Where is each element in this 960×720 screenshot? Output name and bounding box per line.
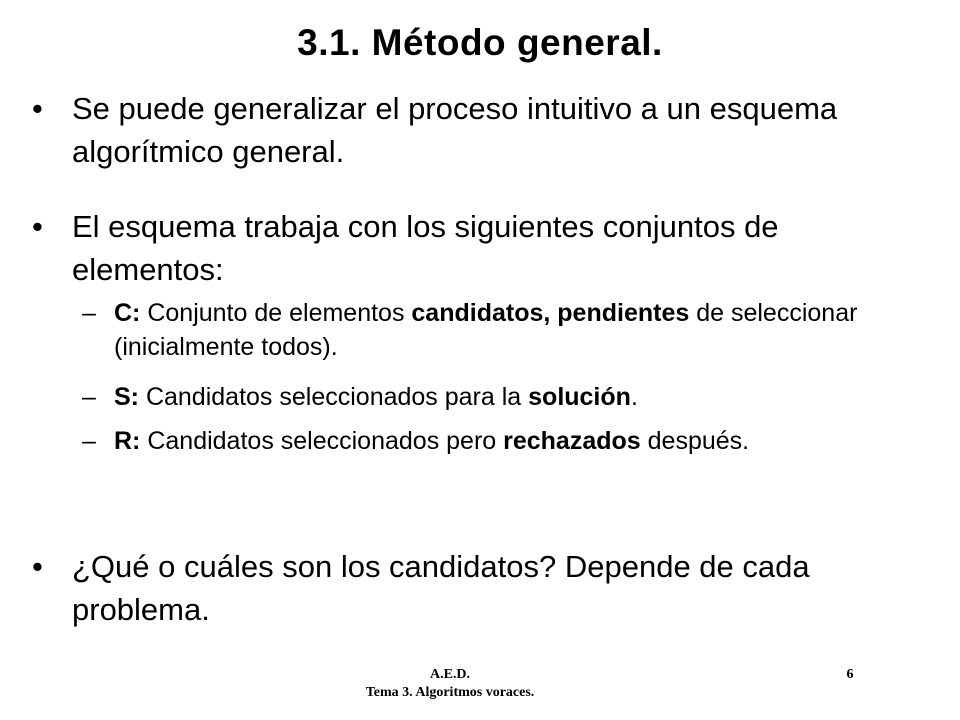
slide-footer bbox=[300, 666, 600, 702]
slide-title: 3.1. Método general. bbox=[297, 22, 663, 63]
sub-item-label: C: bbox=[114, 299, 141, 327]
bullet-icon: • bbox=[32, 209, 43, 244]
footer-topic: Tema 3. Algoritmos voraces. bbox=[365, 685, 535, 700]
bullet-item bbox=[32, 545, 912, 631]
bullet-text: Se puede generalizar el proceso intuitivo a un esquema algorítmico general. bbox=[72, 91, 838, 169]
sub-item-segment: Candidatos seleccionados para la bbox=[139, 383, 529, 411]
footer-course: A.E.D. bbox=[429, 667, 471, 682]
sub-item-emphasis: solución bbox=[528, 383, 631, 411]
dash-icon: – bbox=[82, 427, 96, 455]
page-number: 6 bbox=[846, 667, 854, 682]
bullet-icon: • bbox=[32, 549, 43, 584]
sub-item-segment: Candidatos seleccionados pero bbox=[140, 427, 504, 455]
sub-item-label: S: bbox=[114, 383, 139, 411]
dash-icon: – bbox=[82, 299, 96, 327]
bullet-icon: • bbox=[32, 91, 43, 126]
sub-item-emphasis: pendientes bbox=[557, 299, 690, 327]
sub-item-segment: . bbox=[630, 383, 638, 411]
sub-item-text bbox=[114, 424, 922, 458]
sub-item-emphasis: rechazados bbox=[503, 427, 641, 455]
sub-item-emphasis: candidatos, bbox=[411, 299, 551, 327]
sub-item-s bbox=[82, 380, 922, 414]
sub-item-r bbox=[82, 424, 922, 458]
sub-item-segment: de seleccionar (inicialmente todos). bbox=[114, 299, 858, 361]
sub-item-text bbox=[114, 296, 922, 364]
bullet-item bbox=[32, 205, 912, 291]
sub-item-segment: Conjunto de elementos bbox=[140, 299, 412, 327]
sub-item-c bbox=[82, 296, 922, 364]
bullet-text: ¿Qué o cuáles son los candidatos? Depende de cada problema. bbox=[72, 549, 810, 627]
sub-item-label: R: bbox=[114, 427, 141, 455]
bullet-text: El esquema trabaja con los siguientes conjuntos de elementos: bbox=[72, 209, 779, 287]
bullet-item bbox=[32, 87, 912, 173]
dash-icon: – bbox=[82, 383, 96, 411]
sub-item-segment: después. bbox=[640, 427, 750, 455]
sub-item-text bbox=[114, 380, 922, 414]
